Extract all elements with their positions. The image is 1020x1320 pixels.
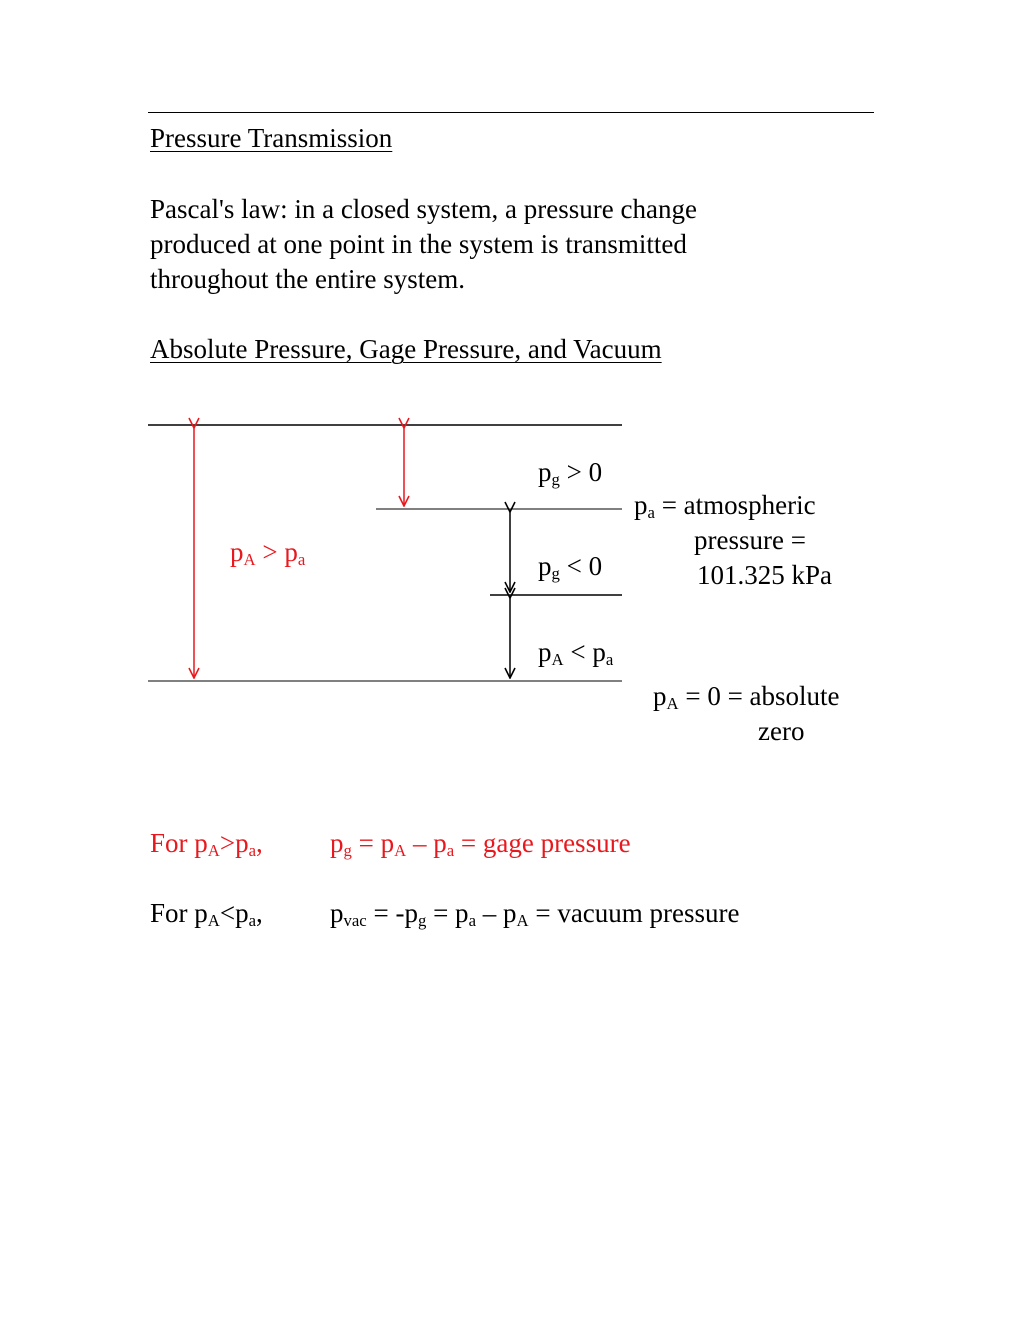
- subscript: g: [551, 470, 560, 490]
- heading-pressure-transmission: Pressure Transmission: [150, 123, 393, 153]
- subscript: g: [551, 564, 560, 584]
- subscript: A: [243, 550, 256, 570]
- cond-suffix: ,: [256, 828, 263, 858]
- formula-gage-equation: [330, 826, 631, 861]
- subscript: A: [207, 911, 220, 931]
- paragraph-line: produced at one point in the system is transmitted: [150, 229, 687, 259]
- subscript: A: [516, 911, 529, 931]
- subscript: A: [394, 841, 407, 861]
- label-absolute-zero-line2: zero: [758, 716, 805, 746]
- subscript: g: [343, 841, 352, 861]
- paragraph-line: Pascal's law: in a closed system, a pressure change: [150, 194, 697, 224]
- subscript: a: [446, 841, 455, 861]
- cond-relation: <p: [219, 898, 249, 928]
- formula-vacuum-equation: [330, 896, 740, 931]
- formula-gage-condition: [150, 826, 263, 861]
- subscript: a: [605, 650, 614, 670]
- label-pA-less-than-pa: [538, 635, 613, 670]
- subscript: a: [297, 550, 306, 570]
- p-symbol: p: [538, 637, 552, 667]
- subscript: A: [666, 694, 679, 714]
- p-symbol: p: [592, 637, 606, 667]
- eq-result: = vacuum pressure: [528, 898, 740, 928]
- atm-text: = atmospheric: [654, 490, 816, 520]
- p-symbol: p: [330, 828, 344, 858]
- relation: >: [255, 537, 285, 567]
- eq-part: – p: [476, 898, 517, 928]
- p-symbol: p: [330, 898, 344, 928]
- eq-part: = p: [351, 828, 395, 858]
- label-pg-greater-than-zero: [538, 455, 602, 490]
- p-symbol: p: [634, 490, 648, 520]
- p-symbol: p: [538, 457, 552, 487]
- p-symbol: p: [284, 537, 298, 567]
- subscript: vac: [343, 911, 367, 931]
- label-absolute-zero: [653, 679, 840, 714]
- paragraph-line: throughout the entire system.: [150, 264, 465, 294]
- subscript: a: [647, 503, 655, 523]
- label-atmospheric-value: 101.325 kPa: [697, 560, 832, 590]
- subscript: a: [468, 911, 476, 931]
- label-atmospheric-line2: pressure =: [694, 525, 806, 555]
- zero-text: = 0 = absolute: [678, 681, 840, 711]
- cond-prefix: For p: [150, 898, 208, 928]
- label-pA-greater-than-pa: [230, 535, 305, 570]
- eq-part: = -p: [366, 898, 418, 928]
- p-symbol: p: [230, 537, 244, 567]
- subscript: a: [248, 911, 257, 931]
- eq-part: – p: [406, 828, 447, 858]
- label-atmospheric-pressure: [634, 488, 816, 523]
- relation: <: [563, 637, 593, 667]
- subscript: A: [207, 841, 220, 861]
- heading-absolute-gage-vacuum: Absolute Pressure, Gage Pressure, and Vacuum: [150, 334, 662, 364]
- eq-result: = gage pressure: [454, 828, 631, 858]
- subscript: g: [417, 911, 427, 931]
- relation: < 0: [559, 551, 603, 581]
- relation: > 0: [559, 457, 603, 487]
- label-pg-less-than-zero: [538, 549, 602, 584]
- p-symbol: p: [653, 681, 667, 711]
- eq-part: = p: [426, 898, 469, 928]
- subscript: a: [248, 841, 257, 861]
- cond-suffix: ,: [256, 898, 263, 928]
- p-symbol: p: [538, 551, 552, 581]
- subscript: A: [551, 650, 564, 670]
- formula-vacuum-condition: [150, 896, 263, 931]
- cond-prefix: For p: [150, 828, 208, 858]
- cond-relation: >p: [219, 828, 249, 858]
